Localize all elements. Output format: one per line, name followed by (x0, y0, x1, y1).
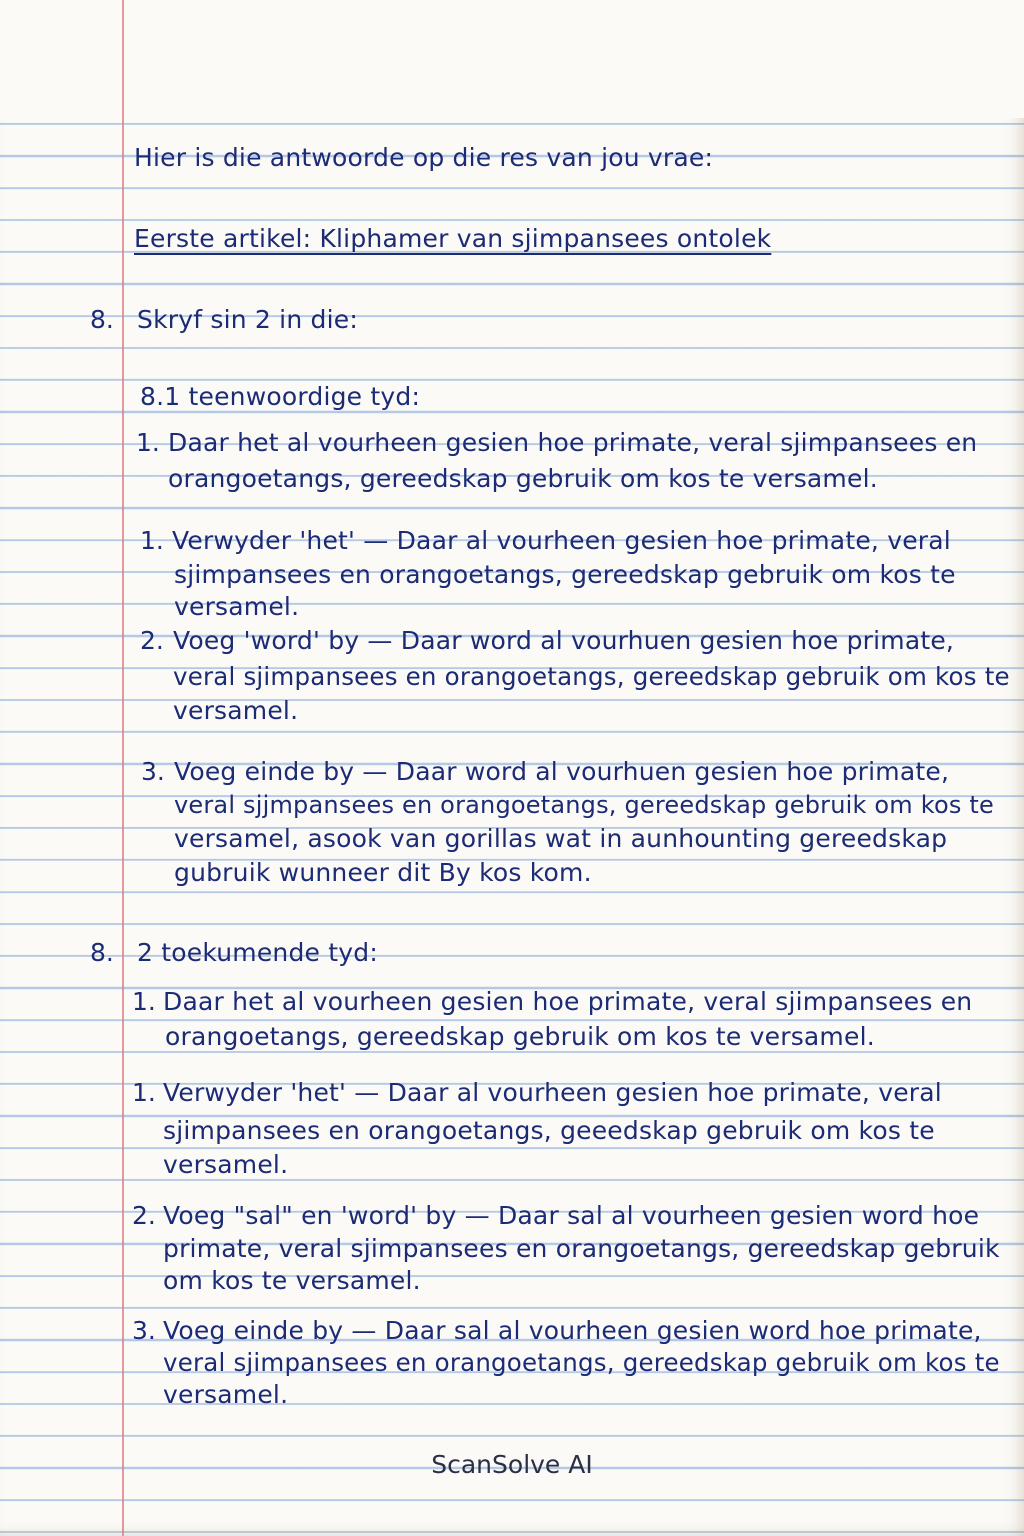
step-line: gubruik wunneer dit By kos kom. (174, 858, 592, 887)
page-top-blank (0, 0, 1024, 118)
original-sentence-line: Daar het al vourheen gesien hoe primate, veral sjimpansees en (163, 987, 973, 1016)
list-number: 1. (132, 987, 156, 1016)
step-line: veral sjjmpansees en orangoetangs, gereedskap gebruik om kos te (174, 791, 994, 819)
list-number: 3. (141, 757, 165, 786)
original-sentence-line: orangoetangs, gereedskap gebruik om kos te versamel. (165, 1022, 875, 1051)
list-number: 1. (132, 1078, 156, 1107)
question-number: 8. (90, 305, 114, 334)
step-line: sjimpansees en orangoetangs, geeedskap gebruik om kos te (163, 1116, 935, 1145)
step-line: om kos te versamel. (163, 1266, 421, 1295)
step-line: versamel. (163, 1150, 289, 1179)
list-number: 3. (132, 1316, 156, 1345)
step-line: veral sjimpansees en orangoetangs, gereedskap gebruik om kos te (173, 662, 1010, 691)
section-heading-future: 2 toekumende tyd: (137, 938, 378, 967)
original-sentence-line: orangoetangs, gereedskap gebruik om kos te versamel. (168, 464, 878, 493)
step-line: Verwyder 'het' — Daar al vourheen gesien hoe primate, veral (172, 526, 951, 555)
original-sentence-line: Daar het al vourheen gesien hoe primate, veral sjimpansees en (168, 428, 978, 457)
question-prompt: Skryf sin 2 in die: (137, 305, 358, 334)
step-line: versamel. (174, 592, 300, 621)
step-line: Voeg 'word' by — Daar word al vourhuen gesien hoe primate, (173, 626, 955, 655)
step-line: Voeg einde by — Daar sal al vourheen gesien word hoe primate, (163, 1316, 982, 1345)
margin-line (122, 0, 124, 1536)
footer-brand: ScanSolve AI (431, 1450, 593, 1479)
list-number: 2. (140, 626, 164, 655)
list-number: 2. (132, 1201, 156, 1230)
step-line: versamel. (173, 696, 299, 725)
step-line: sjimpansees en orangoetangs, gereedskap gebruik om kos te (174, 560, 956, 589)
step-line: primate, veral sjimpansees en orangoetangs, gereedskap gebruik (163, 1234, 1000, 1263)
step-line: veral sjimpansees en orangoetangs, gereedskap gebruik om kos te (163, 1348, 1000, 1377)
intro-text: Hier is die antwoorde op die res van jou vrae: (134, 143, 714, 172)
step-line: Verwyder 'het' — Daar al vourheen gesien hoe primate, veral (163, 1078, 942, 1107)
list-number: 1. (136, 428, 160, 457)
section-heading-present: 8.1 teenwoordige tyd: (140, 382, 421, 411)
step-line: Voeg einde by — Daar word al vourhuen gesien hoe primate, (174, 757, 950, 786)
article-title: Eerste artikel: Kliphamer van sjimpansees ontolek (134, 224, 772, 253)
step-line: Voeg "sal" en 'word' by — Daar sal al vourheen gesien word hoe (163, 1201, 980, 1230)
step-line: versamel, asook van gorillas wat in aunhounting gereedskap (174, 824, 948, 853)
step-line: versamel. (163, 1380, 289, 1409)
section-number-future: 8. (90, 938, 114, 967)
list-number: 1. (140, 526, 164, 555)
